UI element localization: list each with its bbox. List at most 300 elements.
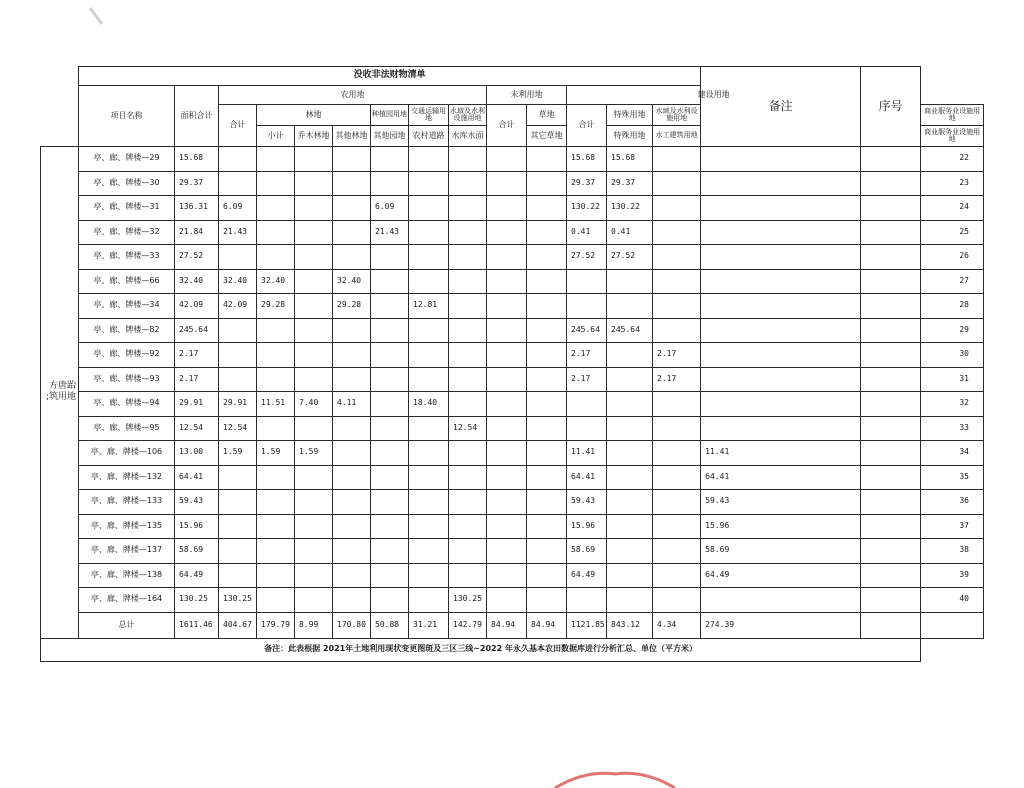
cell-grass xyxy=(527,269,567,294)
cell-project-name: 亭、廊、牌楼—132 xyxy=(79,465,175,490)
cell-grass xyxy=(527,343,567,368)
cell-rural-road xyxy=(409,318,449,343)
cell-other-forest xyxy=(333,343,371,368)
cell-cons-sum: 245.64 xyxy=(567,318,607,343)
cell-seq: 23 xyxy=(921,171,984,196)
cell-rural-road xyxy=(409,588,449,613)
cell-arbor xyxy=(295,367,333,392)
cell-other-forest xyxy=(333,171,371,196)
cell-reservoir xyxy=(449,514,487,539)
cell-project-name: 亭、廊、牌楼—106 xyxy=(79,441,175,466)
cell-other-plant xyxy=(371,245,409,270)
cell-seq: 25 xyxy=(921,220,984,245)
cell-arbor xyxy=(295,245,333,270)
table-row xyxy=(41,220,984,245)
cell-commercial xyxy=(701,318,861,343)
cell-other-plant: 21.43 xyxy=(371,220,409,245)
cell-reservoir xyxy=(449,220,487,245)
cell-unused-sum xyxy=(487,269,527,294)
cell-rural-road xyxy=(409,539,449,564)
header-reservoir-surface: 水库水面 xyxy=(449,126,487,147)
cell-special: 130.22 xyxy=(607,196,653,221)
cell-project-name: 亭、廊、牌楼—92 xyxy=(79,343,175,368)
cell-project-name: 亭、廊、牌楼—164 xyxy=(79,588,175,613)
cell-reservoir xyxy=(449,343,487,368)
cell-seq: 27 xyxy=(921,269,984,294)
cell-arbor xyxy=(295,343,333,368)
cell-arbor xyxy=(295,465,333,490)
cell-forest-sub xyxy=(257,465,295,490)
cell-cons-sum xyxy=(567,416,607,441)
cell-special xyxy=(607,416,653,441)
cell-cons-sum: 15.96 xyxy=(567,514,607,539)
cell-remarks xyxy=(861,171,921,196)
cell-forest-sub xyxy=(257,318,295,343)
total-rural-road: 31.21 xyxy=(409,612,449,638)
total-remarks xyxy=(861,612,921,638)
cell-other-forest xyxy=(333,539,371,564)
cell-arbor xyxy=(295,514,333,539)
cell-reservoir xyxy=(449,465,487,490)
cell-hydraulic xyxy=(653,220,701,245)
cell-total: 21.84 xyxy=(175,220,219,245)
header-grassland: 草地 xyxy=(527,105,567,126)
cell-hydraulic xyxy=(653,539,701,564)
cell-hydraulic xyxy=(653,588,701,613)
cell-forest-sub xyxy=(257,416,295,441)
cell-remarks xyxy=(861,539,921,564)
cell-hydraulic xyxy=(653,490,701,515)
cell-total: 2.17 xyxy=(175,367,219,392)
cell-special xyxy=(607,269,653,294)
cell-arbor xyxy=(295,171,333,196)
cell-commercial xyxy=(701,220,861,245)
cell-seq: 38 xyxy=(921,539,984,564)
cell-cons-sum: 58.69 xyxy=(567,539,607,564)
cell-other-forest: 29.28 xyxy=(333,294,371,319)
cell-forest-sub xyxy=(257,539,295,564)
cell-hydraulic xyxy=(653,416,701,441)
total-other-plant: 50.88 xyxy=(371,612,409,638)
cell-cons-sum: 64.41 xyxy=(567,465,607,490)
cell-remarks xyxy=(861,220,921,245)
cell-unused-sum xyxy=(487,392,527,417)
cell-total: 13.00 xyxy=(175,441,219,466)
cell-project-name: 亭、廊、牌楼—82 xyxy=(79,318,175,343)
total-forest-sub: 179.79 xyxy=(257,612,295,638)
cell-seq: 31 xyxy=(921,367,984,392)
cell-remarks xyxy=(861,343,921,368)
cell-unused-sum xyxy=(487,416,527,441)
cell-arbor xyxy=(295,416,333,441)
cell-reservoir xyxy=(449,147,487,172)
cell-total: 29.91 xyxy=(175,392,219,417)
cell-farm-sum xyxy=(219,539,257,564)
cell-total: 136.31 xyxy=(175,196,219,221)
cell-total: 59.43 xyxy=(175,490,219,515)
cell-special xyxy=(607,563,653,588)
cell-farm-sum: 42.09 xyxy=(219,294,257,319)
header-water-facility: 水域及水利设施用地 xyxy=(449,105,487,126)
cell-grass xyxy=(527,539,567,564)
cell-forest-sub xyxy=(257,588,295,613)
cell-grass xyxy=(527,318,567,343)
cell-grass xyxy=(527,441,567,466)
cell-project-name: 亭、廊、牌楼—66 xyxy=(79,269,175,294)
header-farm-subtotal: 合计 xyxy=(219,105,257,147)
cell-project-name: 亭、廊、牌楼—95 xyxy=(79,416,175,441)
cell-reservoir: 130.25 xyxy=(449,588,487,613)
total-grass: 84.94 xyxy=(527,612,567,638)
cell-reservoir xyxy=(449,367,487,392)
cell-arbor xyxy=(295,318,333,343)
cell-unused-sum xyxy=(487,245,527,270)
cell-arbor xyxy=(295,220,333,245)
total-hydraulic: 4.34 xyxy=(653,612,701,638)
table-row xyxy=(41,563,984,588)
cell-unused-sum xyxy=(487,318,527,343)
cell-seq: 28 xyxy=(921,294,984,319)
header-other-forest: 其他林地 xyxy=(333,126,371,147)
table-row xyxy=(41,367,984,392)
cell-reservoir xyxy=(449,269,487,294)
cell-hydraulic xyxy=(653,171,701,196)
table-row xyxy=(41,539,984,564)
cell-farm-sum xyxy=(219,343,257,368)
cell-rural-road xyxy=(409,220,449,245)
cell-commercial: 11.41 xyxy=(701,441,861,466)
cell-cons-sum: 64.49 xyxy=(567,563,607,588)
cell-other-plant xyxy=(371,147,409,172)
table-row xyxy=(41,318,984,343)
cell-hydraulic xyxy=(653,196,701,221)
cell-grass xyxy=(527,171,567,196)
cell-other-plant xyxy=(371,465,409,490)
cell-commercial xyxy=(701,367,861,392)
cell-project-name: 亭、廊、牌楼—29 xyxy=(79,147,175,172)
cell-hydraulic xyxy=(653,245,701,270)
header-commercial: 商业服务业设施用地 xyxy=(921,105,984,126)
cell-remarks xyxy=(861,318,921,343)
cell-remarks xyxy=(861,441,921,466)
cell-grass xyxy=(527,465,567,490)
cell-seq: 32 xyxy=(921,392,984,417)
cell-hydraulic xyxy=(653,294,701,319)
cell-cons-sum: 2.17 xyxy=(567,367,607,392)
cell-remarks xyxy=(861,196,921,221)
header-remarks: 备注 xyxy=(701,67,861,147)
cell-grass xyxy=(527,245,567,270)
cell-rural-road xyxy=(409,147,449,172)
cell-special xyxy=(607,465,653,490)
cell-arbor xyxy=(295,147,333,172)
cell-arbor: 7.40 xyxy=(295,392,333,417)
cell-rural-road xyxy=(409,269,449,294)
cell-special xyxy=(607,367,653,392)
table-row xyxy=(41,588,984,613)
cell-hydraulic xyxy=(653,147,701,172)
cell-other-plant xyxy=(371,441,409,466)
cell-forest-sub xyxy=(257,514,295,539)
cell-rural-road xyxy=(409,245,449,270)
cell-grass xyxy=(527,294,567,319)
total-reservoir: 142.79 xyxy=(449,612,487,638)
cell-commercial xyxy=(701,392,861,417)
cell-total: 42.09 xyxy=(175,294,219,319)
cell-forest-sub xyxy=(257,245,295,270)
cell-forest-sub: 29.28 xyxy=(257,294,295,319)
cell-total: 2.17 xyxy=(175,343,219,368)
cell-other-forest: 32.40 xyxy=(333,269,371,294)
cell-remarks xyxy=(861,490,921,515)
cell-arbor xyxy=(295,588,333,613)
cell-reservoir xyxy=(449,490,487,515)
cell-other-forest xyxy=(333,196,371,221)
cell-special: 29.37 xyxy=(607,171,653,196)
cell-arbor xyxy=(295,294,333,319)
header-project-name: 项目名称 xyxy=(79,86,175,147)
header-other-grass: 其它草地 xyxy=(527,126,567,147)
cell-commercial xyxy=(701,269,861,294)
header-special-use-2: 特殊用地 xyxy=(607,126,653,147)
cell-project-name: 亭、廊、牌楼—93 xyxy=(79,367,175,392)
cell-remarks xyxy=(861,367,921,392)
cell-other-forest xyxy=(333,441,371,466)
cell-unused-sum xyxy=(487,588,527,613)
cell-seq: 33 xyxy=(921,416,984,441)
cell-grass xyxy=(527,416,567,441)
cell-forest-sub xyxy=(257,147,295,172)
cell-grass xyxy=(527,490,567,515)
cell-project-name: 亭、廊、牌楼—133 xyxy=(79,490,175,515)
cell-rural-road xyxy=(409,441,449,466)
row-group-label: 方唐跆 ;筑用地 xyxy=(41,147,79,639)
cell-project-name: 亭、廊、牌楼—34 xyxy=(79,294,175,319)
cell-total: 64.41 xyxy=(175,465,219,490)
total-other-forest: 170.80 xyxy=(333,612,371,638)
cell-seq: 37 xyxy=(921,514,984,539)
cell-project-name: 亭、廊、牌楼—33 xyxy=(79,245,175,270)
cell-other-plant xyxy=(371,392,409,417)
cell-seq: 30 xyxy=(921,343,984,368)
cell-unused-sum xyxy=(487,490,527,515)
cell-forest-sub: 11.51 xyxy=(257,392,295,417)
cell-reservoir xyxy=(449,196,487,221)
cell-commercial xyxy=(701,147,861,172)
cell-remarks xyxy=(861,416,921,441)
cell-rural-road xyxy=(409,416,449,441)
cell-hydraulic xyxy=(653,269,701,294)
cell-cons-sum: 29.37 xyxy=(567,171,607,196)
cell-arbor xyxy=(295,196,333,221)
total-total: 1611.46 xyxy=(175,612,219,638)
cell-reservoir xyxy=(449,441,487,466)
cell-special xyxy=(607,392,653,417)
cell-unused-sum xyxy=(487,196,527,221)
cell-commercial xyxy=(701,196,861,221)
cell-seq: 22 xyxy=(921,147,984,172)
cell-arbor xyxy=(295,539,333,564)
cell-remarks xyxy=(861,294,921,319)
cell-total: 58.69 xyxy=(175,539,219,564)
cell-hydraulic: 2.17 xyxy=(653,367,701,392)
header-seq: 序号 xyxy=(861,67,921,147)
cell-total: 12.54 xyxy=(175,416,219,441)
cell-project-name: 亭、廊、牌楼—32 xyxy=(79,220,175,245)
property-list-table xyxy=(40,66,984,662)
cell-farm-sum xyxy=(219,171,257,196)
header-area-total: 面积合计 xyxy=(175,86,219,147)
cell-farm-sum xyxy=(219,245,257,270)
cell-rural-road xyxy=(409,563,449,588)
cell-other-plant xyxy=(371,269,409,294)
cell-special xyxy=(607,588,653,613)
cell-other-forest xyxy=(333,490,371,515)
cell-rural-road xyxy=(409,343,449,368)
cell-seq: 39 xyxy=(921,563,984,588)
cell-special xyxy=(607,539,653,564)
cell-grass xyxy=(527,196,567,221)
cell-cons-sum xyxy=(567,269,607,294)
cell-rural-road xyxy=(409,196,449,221)
cell-commercial xyxy=(701,588,861,613)
cell-forest-sub: 1.59 xyxy=(257,441,295,466)
table-row xyxy=(41,147,984,172)
cell-forest-sub xyxy=(257,171,295,196)
cell-farm-sum xyxy=(219,514,257,539)
cell-project-name: 亭、廊、牌楼—30 xyxy=(79,171,175,196)
cell-seq: 24 xyxy=(921,196,984,221)
totals-row xyxy=(41,612,984,638)
cell-farm-sum xyxy=(219,465,257,490)
cell-total: 29.37 xyxy=(175,171,219,196)
cell-other-forest xyxy=(333,220,371,245)
table-row xyxy=(41,294,984,319)
cell-remarks xyxy=(861,392,921,417)
cell-special xyxy=(607,514,653,539)
cell-other-plant xyxy=(371,367,409,392)
table-title: 没收非法财物清单 xyxy=(79,67,701,86)
table-row xyxy=(41,416,984,441)
cell-grass xyxy=(527,147,567,172)
cell-commercial: 15.96 xyxy=(701,514,861,539)
table-row xyxy=(41,196,984,221)
cell-reservoir: 12.54 xyxy=(449,416,487,441)
cell-farm-sum: 1.59 xyxy=(219,441,257,466)
table-row xyxy=(41,465,984,490)
cell-rural-road xyxy=(409,367,449,392)
cell-unused-sum xyxy=(487,465,527,490)
cell-reservoir xyxy=(449,245,487,270)
cell-cons-sum: 130.22 xyxy=(567,196,607,221)
cell-commercial xyxy=(701,245,861,270)
cell-remarks xyxy=(861,465,921,490)
header-plantation: 种植园用地 xyxy=(371,105,409,126)
total-seq xyxy=(921,612,984,638)
cell-other-plant: 6.09 xyxy=(371,196,409,221)
cell-reservoir xyxy=(449,563,487,588)
cell-other-plant xyxy=(371,563,409,588)
cell-special: 245.64 xyxy=(607,318,653,343)
cell-forest-sub xyxy=(257,490,295,515)
cell-other-plant xyxy=(371,514,409,539)
table-row xyxy=(41,514,984,539)
cell-arbor xyxy=(295,490,333,515)
cell-farm-sum: 32.40 xyxy=(219,269,257,294)
cell-unused-sum xyxy=(487,294,527,319)
cell-cons-sum: 2.17 xyxy=(567,343,607,368)
cell-cons-sum xyxy=(567,294,607,319)
cell-other-forest xyxy=(333,465,371,490)
cell-total: 15.68 xyxy=(175,147,219,172)
cell-special xyxy=(607,441,653,466)
header-hydraulic-building: 水工建筑用地 xyxy=(653,126,701,147)
cell-remarks xyxy=(861,269,921,294)
cell-other-forest xyxy=(333,588,371,613)
cell-unused-sum xyxy=(487,171,527,196)
cell-cons-sum: 27.52 xyxy=(567,245,607,270)
cell-project-name: 亭、廊、牌楼—94 xyxy=(79,392,175,417)
cell-farm-sum: 6.09 xyxy=(219,196,257,221)
cell-total: 64.49 xyxy=(175,563,219,588)
cell-unused-sum xyxy=(487,441,527,466)
table-row xyxy=(41,441,984,466)
cell-cons-sum: 0.41 xyxy=(567,220,607,245)
cell-commercial xyxy=(701,343,861,368)
cell-hydraulic xyxy=(653,514,701,539)
cell-commercial: 58.69 xyxy=(701,539,861,564)
header-forest: 林地 xyxy=(257,105,371,126)
cell-farm-sum: 12.54 xyxy=(219,416,257,441)
table-row xyxy=(41,392,984,417)
corner-fold-mark xyxy=(88,6,110,28)
cell-special xyxy=(607,294,653,319)
cell-cons-sum xyxy=(567,588,607,613)
cell-grass xyxy=(527,563,567,588)
cell-cons-sum: 15.68 xyxy=(567,147,607,172)
cell-hydraulic xyxy=(653,563,701,588)
cell-remarks xyxy=(861,588,921,613)
header-farmland: 农用地 xyxy=(219,86,487,105)
cell-total: 245.64 xyxy=(175,318,219,343)
cell-total-label: 总计 xyxy=(79,612,175,638)
cell-seq: 36 xyxy=(921,490,984,515)
cell-special xyxy=(607,490,653,515)
cell-remarks xyxy=(861,514,921,539)
cell-rural-road: 18.40 xyxy=(409,392,449,417)
cell-farm-sum: 21.43 xyxy=(219,220,257,245)
cell-farm-sum xyxy=(219,563,257,588)
cell-hydraulic xyxy=(653,392,701,417)
cell-reservoir xyxy=(449,392,487,417)
cell-project-name: 亭、廊、牌楼—137 xyxy=(79,539,175,564)
cell-other-forest xyxy=(333,147,371,172)
cell-special xyxy=(607,343,653,368)
header-commercial-2: 商业服务业设施用地 xyxy=(921,126,984,147)
cell-other-plant xyxy=(371,294,409,319)
cell-grass xyxy=(527,588,567,613)
cell-arbor: 1.59 xyxy=(295,441,333,466)
cell-other-forest xyxy=(333,416,371,441)
cell-rural-road xyxy=(409,514,449,539)
cell-seq: 34 xyxy=(921,441,984,466)
cell-unused-sum xyxy=(487,514,527,539)
cell-other-plant xyxy=(371,416,409,441)
cell-other-plant xyxy=(371,539,409,564)
cell-cons-sum: 59.43 xyxy=(567,490,607,515)
header-special-use: 特殊用地 xyxy=(607,105,653,126)
header-arbor-forest: 乔木林地 xyxy=(295,126,333,147)
